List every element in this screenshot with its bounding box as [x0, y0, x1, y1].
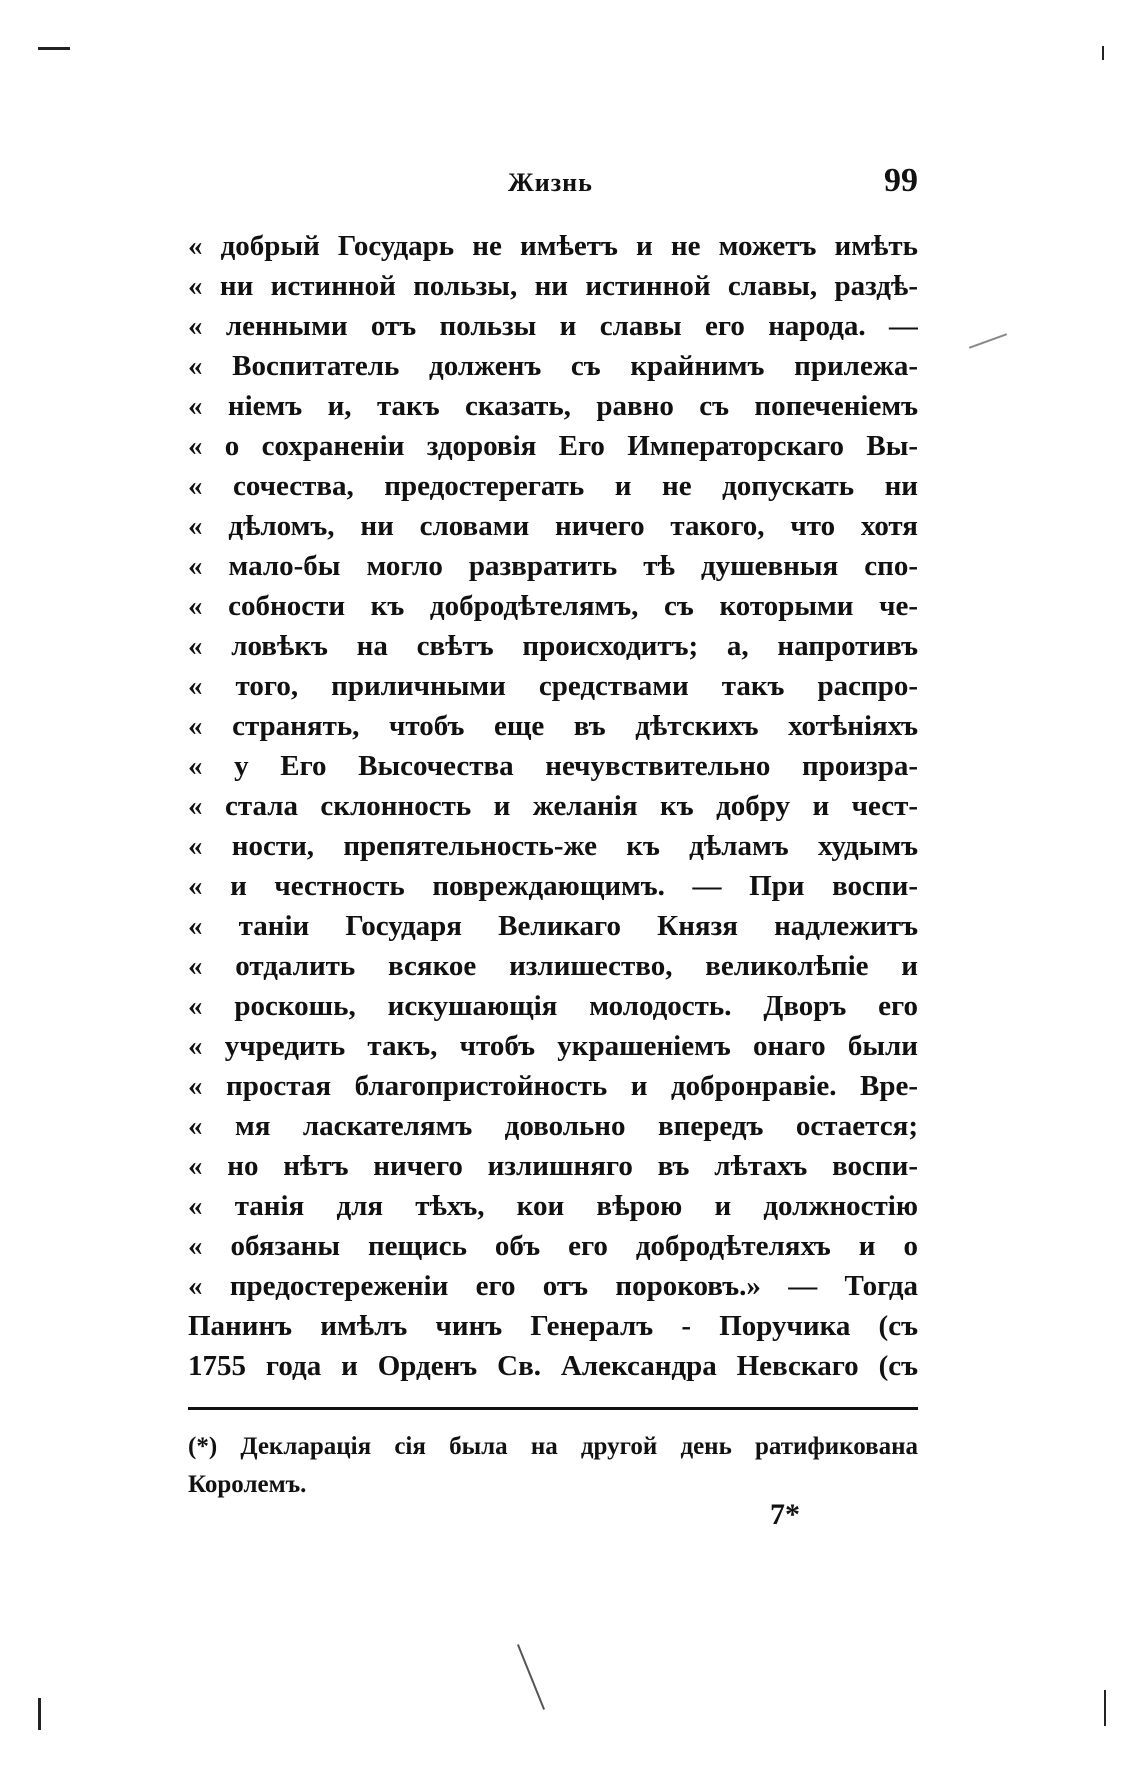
scan-mark-top-right	[1102, 46, 1104, 60]
footnote-line: (*) Декларація сія была на другой день ратификована	[188, 1433, 918, 1460]
scan-mark-bottom-center	[517, 1644, 545, 1710]
running-head: Жизнь	[508, 168, 593, 197]
scan-mark-bottom-right	[1104, 1690, 1106, 1726]
text-line: « ности, препятельность-же къ дѣламъ худымъ	[188, 830, 918, 862]
text-line: « стала склонность и желанія къ добру и чест-	[188, 790, 918, 822]
scan-mark-bottom-left	[38, 1698, 41, 1730]
text-line: « предостереженіи его отъ пороковъ.» — Тогда	[188, 1270, 918, 1302]
text-line: « странять, чтобъ еще въ дѣтскихъ хотѣніяхъ	[188, 710, 918, 742]
text-line: « того, приличными средствами такъ распро-	[188, 670, 918, 702]
text-line: « дѣломъ, ни словами ничего такого, что хотя	[188, 510, 918, 542]
text-line: « ніемъ и, такъ сказать, равно съ попеченіемъ	[188, 390, 918, 422]
text-line: « мя ласкателямъ довольно впередъ остается;	[188, 1110, 918, 1142]
text-line: « простая благопристойность и добронравіе. Вре-	[188, 1070, 918, 1102]
text-line: « танія для тѣхъ, кои вѣрою и должностію	[188, 1190, 918, 1222]
text-line: « Воспитатель долженъ съ крайнимъ прилежа-	[188, 350, 918, 382]
text-line: « ленными отъ пользы и славы его народа. —	[188, 310, 918, 342]
text-line: « ловѣкъ на свѣтъ происходитъ; а, напротивъ	[188, 630, 918, 662]
text-line: « сочества, предостерегать и не допускать ни	[188, 470, 918, 502]
text-line: « о сохраненіи здоровія Его Императорскаго Вы-	[188, 430, 918, 462]
text-line: « обязаны пещись объ его добродѣтеляхъ и о	[188, 1230, 918, 1262]
text-line: « но нѣтъ ничего излишняго въ лѣтахъ воспи-	[188, 1150, 918, 1182]
main-text	[188, 226, 918, 1386]
footnote-line: Королемъ.	[188, 1471, 307, 1498]
text-line: Панинъ имѣлъ чинъ Генералъ - Поручика (съ	[188, 1310, 918, 1342]
scan-mark-top-left	[38, 47, 70, 50]
page-header	[188, 162, 918, 208]
text-line: « добрый Государь не имѣетъ и не можетъ имѣть	[188, 230, 918, 262]
text-line: « и честность повреждающимъ. — При воспи-	[188, 870, 918, 902]
text-line: « ни истинной пользы, ни истинной славы, раздѣ-	[188, 270, 918, 302]
signature-mark: 7*	[770, 1498, 800, 1531]
text-line: « роскошь, искушающія молодость. Дворъ его	[188, 990, 918, 1022]
footnote	[188, 1428, 918, 1504]
text-line: « отдалить всякое излишество, великолѣпіе и	[188, 950, 918, 982]
page-number: 99	[884, 162, 918, 199]
scan-scratch-right	[969, 333, 1007, 349]
text-line: 1755 года и Орденъ Св. Александра Невскаго (съ	[188, 1350, 918, 1382]
text-line: « у Его Высочества нечувствительно произра-	[188, 750, 918, 782]
text-line: « учредить такъ, чтобъ украшеніемъ онаго были	[188, 1030, 918, 1062]
footnote-divider	[188, 1407, 918, 1410]
text-line: « таніи Государя Великаго Князя надлежитъ	[188, 910, 918, 942]
text-line: « мало-бы могло развратить тѣ душевныя спо-	[188, 550, 918, 582]
text-line: « собности къ добродѣтелямъ, съ которыми че-	[188, 590, 918, 622]
